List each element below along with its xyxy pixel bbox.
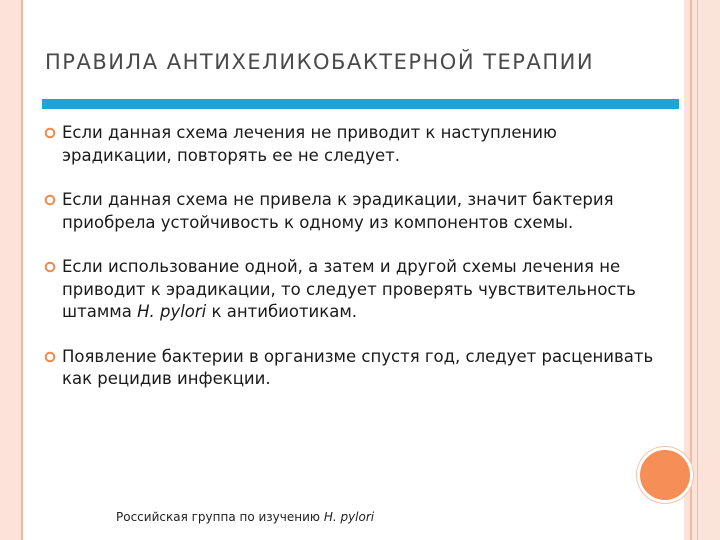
list-item [44,346,669,391]
right-frame-line-thin [697,0,698,540]
bullet-text-start: Если использование одной, а затем и другой схемы лечения не приводит к эрадикации, то следует проверять чувствительность штамма [62,257,636,321]
bullet-list [44,122,669,413]
list-item [44,122,669,167]
slide-title: ПРАВИЛА АНТИХЕЛИКОБАКТЕРНОЙ ТЕРАПИИ [45,50,595,74]
bullet-text-end: к антибиотикам. [206,302,358,321]
list-item [44,256,669,324]
bullet-text: Если данная схема не привела к эрадикации, значит бактерия приобрела устойчивость к одному из компонентов схемы. [62,190,614,232]
left-frame-band [0,0,21,540]
right-frame-line [690,0,692,540]
orange-circle-decoration [637,447,693,503]
title-accent-bar [42,99,679,109]
bullet-text: Появление бактерии в организме спустя год, следует расценивать как рецидив инфекции. [62,346,654,388]
footer-text: Российская группа по изучению [116,510,324,524]
hollow-circle-bullet-icon [44,194,56,206]
hollow-circle-bullet-icon [44,127,56,139]
hollow-circle-bullet-icon [44,261,56,273]
left-frame-line [21,0,23,540]
bacteria-name: H. pylori [137,302,207,321]
bullet-text: Если данная схема лечения не приводит к наступлению эрадикации, повторять ее не следует. [62,123,557,165]
list-item [44,189,669,234]
source-footer [116,510,374,524]
hollow-circle-bullet-icon [44,351,56,363]
footer-bacteria-name: H. pylori [323,510,375,524]
bullet-text [62,257,636,321]
